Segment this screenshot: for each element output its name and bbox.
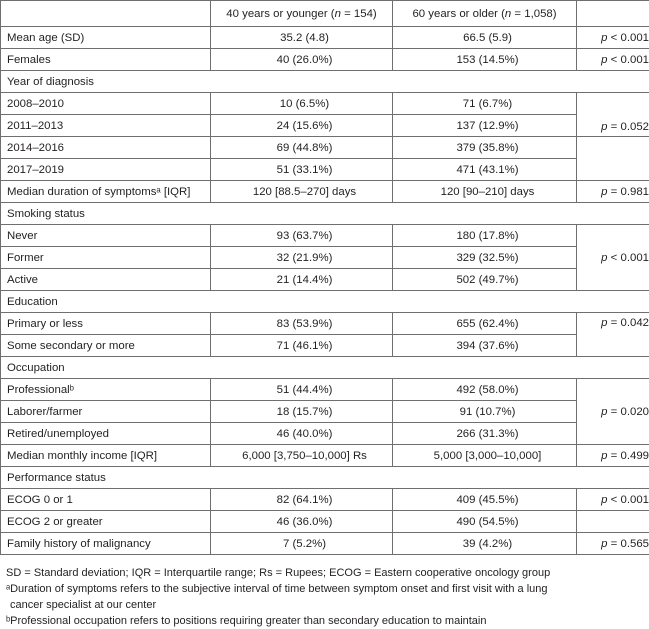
row-label: 2014–2016 (1, 137, 211, 159)
row-label: Primary or less (1, 313, 211, 335)
p-value: p < 0.001 (577, 27, 649, 49)
section-row (1, 291, 649, 313)
young-value: 35.2 (4.8) (211, 27, 393, 49)
p-empty-cell (577, 511, 649, 533)
table-row (1, 225, 649, 247)
row-label: Mean age (SD) (1, 27, 211, 49)
row-label: Former (1, 247, 211, 269)
table-row (1, 269, 649, 291)
footnote-b-line1: ᵇProfessional occupation refers to positions requiring greater than secondary education to maintain (6, 615, 487, 627)
row-label: Females (1, 49, 211, 71)
old-value: 329 (32.5%) (393, 247, 577, 269)
section-label: Education (1, 291, 649, 313)
young-value: 6,000 [3,750–10,000] Rs (211, 445, 393, 467)
young-value: 40 (26.0%) (211, 49, 393, 71)
p-value: p = 0.499 (577, 445, 649, 467)
old-value: 71 (6.7%) (393, 93, 577, 115)
section-label: Smoking status (1, 203, 649, 225)
abbreviations-note: SD = Standard deviation; IQR = Interquartile range; Rs = Rupees; ECOG = Eastern cooperative oncology group (6, 567, 551, 579)
section-label: Performance status (1, 467, 649, 489)
table-row (1, 401, 649, 423)
young-value: 93 (63.7%) (211, 225, 393, 247)
old-value: 490 (54.5%) (393, 511, 577, 533)
row-label: ECOG 2 or greater (1, 511, 211, 533)
old-value: 492 (58.0%) (393, 379, 577, 401)
p-value: p < 0.001 (577, 225, 649, 291)
table-row (1, 137, 649, 159)
old-value: 66.5 (5.9) (393, 27, 577, 49)
young-value: 46 (36.0%) (211, 511, 393, 533)
table-row (1, 49, 649, 71)
table-row (1, 423, 649, 445)
old-value: 153 (14.5%) (393, 49, 577, 71)
p-value: p = 0.981 (577, 181, 649, 203)
section-row (1, 467, 649, 489)
row-label: Laborer/farmer (1, 401, 211, 423)
young-value: 83 (53.9%) (211, 313, 393, 335)
young-value: 7 (5.2%) (211, 533, 393, 555)
old-value: 180 (17.8%) (393, 225, 577, 247)
row-label: Median duration of symptomsᵃ [IQR] (1, 181, 211, 203)
row-label: 2008–2010 (1, 93, 211, 115)
table-header-row (1, 1, 649, 27)
old-value: 471 (43.1%) (393, 159, 577, 181)
old-value: 137 (12.9%) (393, 115, 577, 137)
old-value: 266 (31.3%) (393, 423, 577, 445)
table-row (1, 115, 649, 137)
old-value: 379 (35.8%) (393, 137, 577, 159)
header-young-group: 40 years or younger (n = 154) (211, 1, 393, 27)
young-value: 82 (64.1%) (211, 489, 393, 511)
row-label: Family history of malignancy (1, 533, 211, 555)
young-value: 51 (44.4%) (211, 379, 393, 401)
table-row (1, 27, 649, 49)
young-value: 71 (46.1%) (211, 335, 393, 357)
footnote-a-line2: cancer specialist at our center (10, 599, 157, 611)
young-value: 69 (44.8%) (211, 137, 393, 159)
old-value: 39 (4.2%) (393, 533, 577, 555)
row-label: Active (1, 269, 211, 291)
section-label: Occupation (1, 357, 649, 379)
section-row (1, 71, 649, 93)
old-value: 5,000 [3,000–10,000] (393, 445, 577, 467)
old-value: 502 (49.7%) (393, 269, 577, 291)
young-value: 32 (21.9%) (211, 247, 393, 269)
row-label: 2011–2013 (1, 115, 211, 137)
section-row (1, 357, 649, 379)
young-value: 46 (40.0%) (211, 423, 393, 445)
old-value: 91 (10.7%) (393, 401, 577, 423)
row-label: Some secondary or more (1, 335, 211, 357)
table-row (1, 181, 649, 203)
table-row (1, 313, 649, 335)
p-value: p < 0.001 (577, 489, 649, 511)
row-label: Median monthly income [IQR] (1, 445, 211, 467)
p-value: p = 0.020 (577, 379, 649, 445)
young-value: 18 (15.7%) (211, 401, 393, 423)
row-label: 2017–2019 (1, 159, 211, 181)
p-value: p = 0.052 (577, 93, 649, 137)
footnote-a-line1: ᵃDuration of symptoms refers to the subjective interval of time between symptom onset and first visit with a lung (6, 583, 548, 595)
young-value: 10 (6.5%) (211, 93, 393, 115)
row-label: Retired/unemployed (1, 423, 211, 445)
table-row (1, 93, 649, 115)
old-value: 394 (37.6%) (393, 335, 577, 357)
young-value: 51 (33.1%) (211, 159, 393, 181)
table-row (1, 511, 649, 533)
table-row (1, 335, 649, 357)
table-row (1, 445, 649, 467)
table-row (1, 533, 649, 555)
young-value: 24 (15.6%) (211, 115, 393, 137)
row-label: Professionalᵇ (1, 379, 211, 401)
young-value: 120 [88.5–270] days (211, 181, 393, 203)
table-row (1, 247, 649, 269)
young-value: 21 (14.4%) (211, 269, 393, 291)
table-row (1, 159, 649, 181)
old-value: 655 (62.4%) (393, 313, 577, 335)
header-old-group: 60 years or older (n = 1,058) (393, 1, 577, 27)
table-footnotes (6, 565, 646, 629)
old-value: 120 [90–210] days (393, 181, 577, 203)
section-row (1, 203, 649, 225)
p-empty-cell (577, 137, 649, 181)
p-value: p = 0.042 (577, 313, 649, 357)
header-p-empty-cell (577, 1, 649, 27)
section-label: Year of diagnosis (1, 71, 649, 93)
table-row (1, 489, 649, 511)
row-label: ECOG 0 or 1 (1, 489, 211, 511)
p-value: p = 0.565 (577, 533, 649, 555)
header-empty-cell (1, 1, 211, 27)
p-value: p < 0.001 (577, 49, 649, 71)
table-row (1, 379, 649, 401)
old-value: 409 (45.5%) (393, 489, 577, 511)
row-label: Never (1, 225, 211, 247)
